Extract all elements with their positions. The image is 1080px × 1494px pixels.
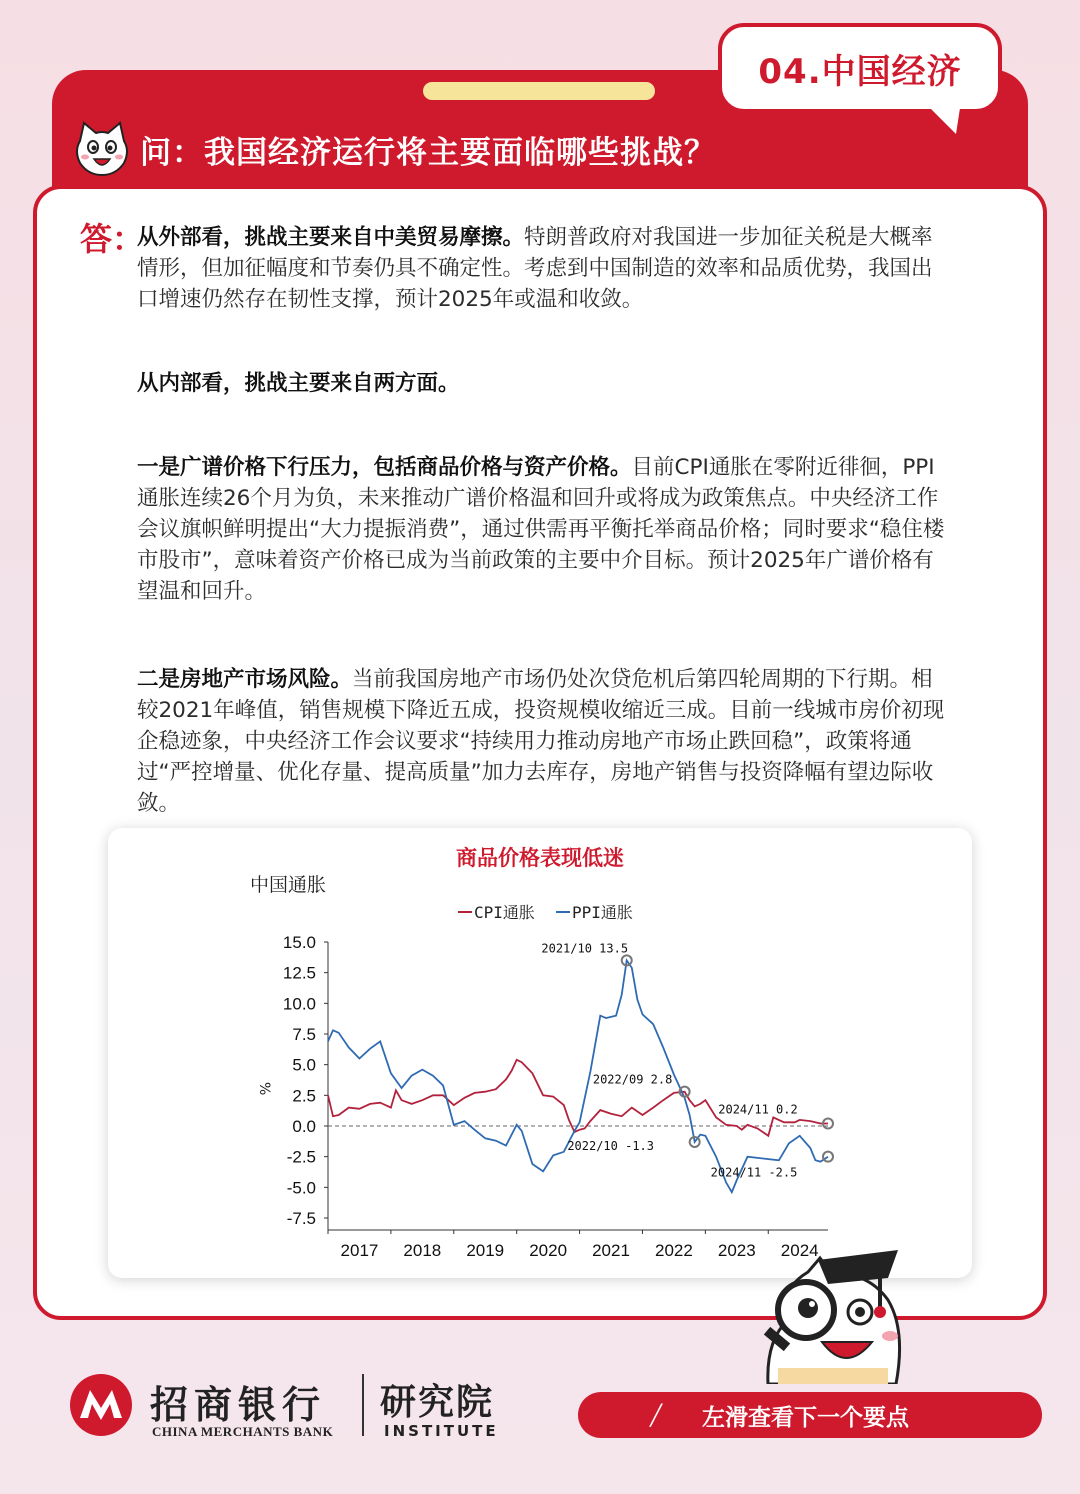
paragraph-price-lead: 一是广谱价格下行压力，包括商品价格与资产价格。 xyxy=(137,455,632,480)
paragraph-property-lead: 二是房地产市场风险。 xyxy=(137,667,353,692)
y-axis-label: % xyxy=(256,1082,272,1096)
y-tick-label-0: 15.0 xyxy=(282,933,316,952)
paragraph-property-body: 当前我国房地产市场仍处次贷危机后第四轮周期的下行期。相较2021年峰值，销售规模下降近五成，投资规模收缩近三成。目前一线城市房价初现企稳迹象，中央经济工作会议要求“持续用力推动房地产市场止跌回稳”，政策将通过“严控增量、优化存量、提高质量”加力去库存，房地产销售与投资降幅有望边际收敛。 xyxy=(137,667,945,816)
institute-name: 研究院 xyxy=(380,1382,495,1423)
y-tick-label-5: 2.5 xyxy=(292,1086,316,1106)
scholar-cat-mascot-icon xyxy=(748,1250,908,1384)
header-pill xyxy=(423,82,655,100)
annotation-label-2: 2022/10 -1.3 xyxy=(567,1138,655,1153)
annotation-label-4: 2024/11 -2.5 xyxy=(710,1165,798,1180)
y-tick-label-6: 0.0 xyxy=(292,1117,316,1136)
y-tick-label-7: -2.5 xyxy=(286,1147,316,1167)
annotation-label-1: 2022/09 2.8 xyxy=(592,1072,673,1087)
series-line-1 xyxy=(328,960,828,1192)
x-tick-label-6: 2023 xyxy=(717,1241,756,1260)
paragraph-internal xyxy=(137,368,947,399)
x-tick-label-3: 2020 xyxy=(529,1241,568,1260)
annotation-marker-4 xyxy=(823,1152,833,1162)
institute-name-en: INSTITUTE xyxy=(384,1422,499,1440)
paragraph-internal-lead: 从内部看，挑战主要来自两方面。 xyxy=(137,371,460,396)
x-tick-label-4: 2021 xyxy=(592,1241,630,1260)
legend-label-1: PPI通胀 xyxy=(572,903,633,922)
annotation-label-0: 2021/10 13.5 xyxy=(541,941,629,956)
chart-title: 商品价格表现低迷 xyxy=(456,846,624,870)
chart-card xyxy=(108,828,972,1278)
x-tick-label-7: 2024 xyxy=(780,1241,819,1260)
paragraph-price xyxy=(137,452,947,607)
y-tick-label-2: 10.0 xyxy=(282,994,316,1014)
answer-label: 答： xyxy=(80,220,145,258)
footer-divider xyxy=(362,1374,364,1436)
x-tick-label-2: 2019 xyxy=(466,1241,505,1260)
cat-mascot-icon xyxy=(72,119,132,179)
bank-name-en: CHINA MERCHANTS BANK xyxy=(152,1424,334,1439)
swipe-next-label: 左滑查看下一个要点 xyxy=(702,1404,910,1431)
x-tick-label-5: 2022 xyxy=(654,1241,693,1260)
cmb-logo-icon xyxy=(68,1372,134,1438)
y-tick-label-1: 12.5 xyxy=(282,963,316,983)
swipe-next-button[interactable] xyxy=(578,1392,1042,1438)
y-tick-label-8: -5.0 xyxy=(286,1178,316,1198)
question-row xyxy=(72,118,716,180)
bank-name: 招商银行 xyxy=(150,1382,327,1427)
legend-label-0: CPI通胀 xyxy=(474,903,535,922)
question-text: 问：我国经济运行将主要面临哪些挑战？ xyxy=(140,134,716,171)
paragraph-external-lead: 从外部看，挑战主要来自中美贸易摩擦。 xyxy=(137,225,525,250)
paragraph-external-body: 特朗普政府对我国进一步加征关税是大概率情形，但加征幅度和节奏仍具不确定性。考虑到中国制造的效率和品质优势，我国出口增速仍然存在韧性支撑，预计2025年或温和收敛。 xyxy=(137,225,933,312)
chart-subtitle: 中国通胀 xyxy=(250,874,327,896)
annotation-label-3: 2024/11 0.2 xyxy=(718,1102,798,1117)
paragraph-property xyxy=(137,664,947,819)
x-tick-label-1: 2018 xyxy=(403,1241,442,1260)
x-tick-label-0: 2017 xyxy=(340,1241,379,1260)
paragraph-external xyxy=(137,222,947,315)
section-tag: 04.中国经济 xyxy=(718,23,1002,113)
section-tag-tail xyxy=(930,108,960,134)
pen-icon: ╱ xyxy=(650,1403,663,1427)
y-tick-label-9: -7.5 xyxy=(286,1209,316,1228)
y-tick-label-3: 7.5 xyxy=(292,1025,316,1044)
paragraph-price-body: 目前CPI通胀在零附近徘徊，PPI通胀连续26个月为负，未来推动广谱价格温和回升或将成为政策焦点。中央经济工作会议旗帜鲜明提出“大力提振消费”，通过供需再平衡托举商品价格；同时要求“稳住楼市股市”，意味着资产价格已成为当前政策的主要中介目标。预计2025年广谱价格有望温和回升。 xyxy=(137,455,945,604)
y-tick-label-4: 5.0 xyxy=(292,1055,316,1075)
inflation-chart xyxy=(108,828,972,1278)
